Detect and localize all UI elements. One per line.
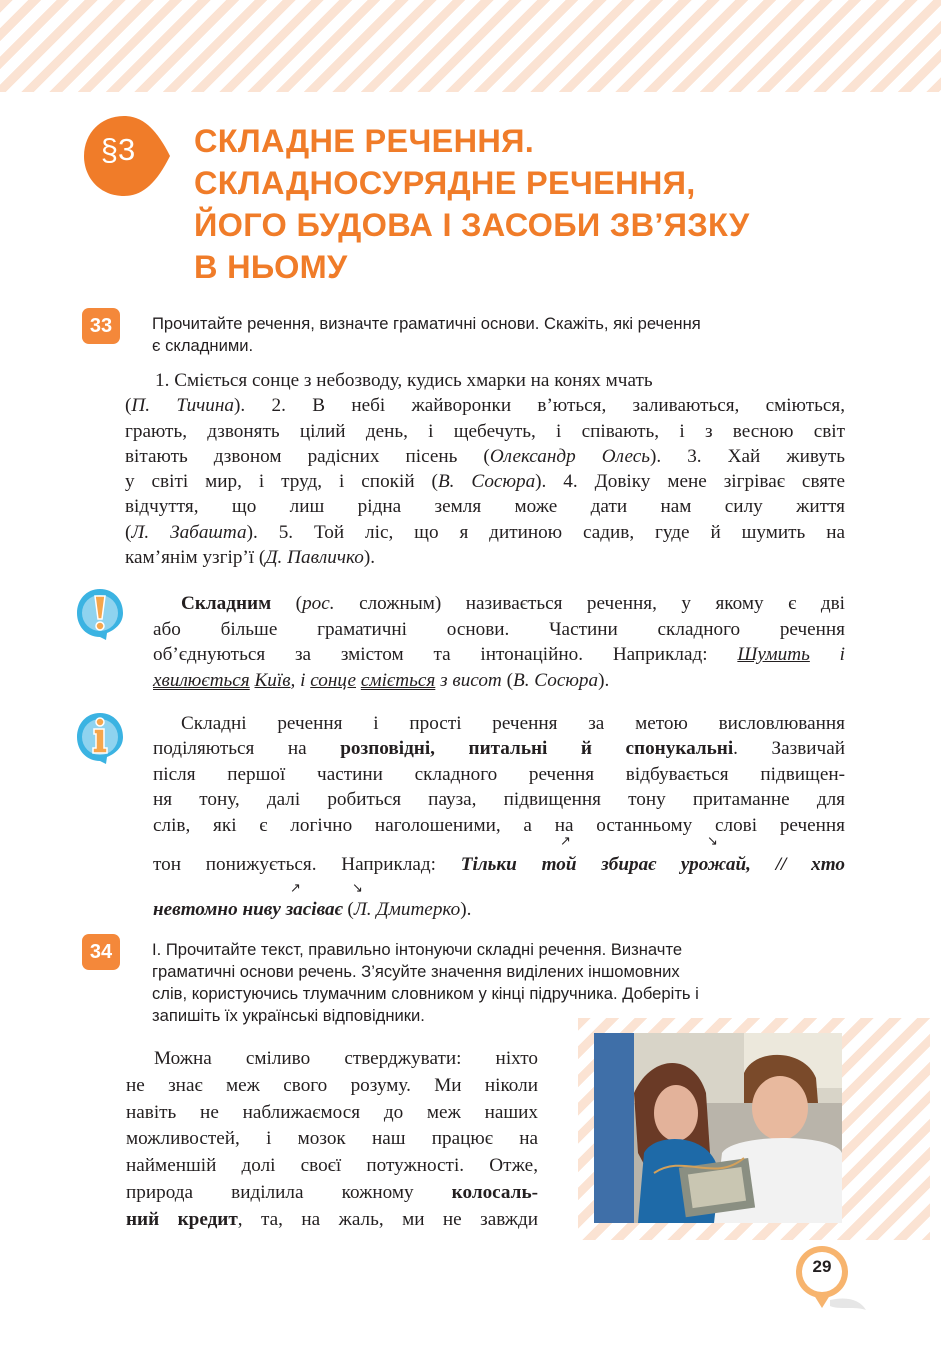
task-line: І. Прочитайте текст, правильно інтонуючи складні речення. Визначте (152, 940, 683, 959)
text-line: кам’янім узгір’ї (Д. Павличко). (125, 547, 376, 569)
exercise-34-task (152, 939, 699, 1027)
text-line: після першої частини складного речення відбувається підвищен- (153, 763, 845, 785)
page-number-drop (790, 1240, 870, 1320)
task-line: граматичні основи речень. З’ясуйте значення виділених іншомовних (152, 962, 680, 981)
text-line: ний кредит, та, на жаль, ми не завжди (126, 1208, 539, 1230)
text-line: природа виділила кожному колосаль- (126, 1181, 538, 1203)
text-line: невтомно ниву засіває (Л. Дмитерко). (153, 899, 472, 920)
section-title-line: В НЬОМУ (194, 249, 348, 285)
text-line: (Л. Забашта). 5. Той ліс, що я дитиною садив, гуде й шумить на (125, 521, 845, 543)
section-title-line: СКЛАДНЕ РЕЧЕННЯ. (194, 123, 535, 159)
author-name: Д. Павличко (265, 547, 364, 569)
text-line: або більше граматичні основи. Частини складного речення (153, 618, 845, 640)
rule-text (153, 591, 845, 693)
text-line: у світі мир, і труд, і спокій (В. Сосюра). 4. Довіку мене зігріває святе (125, 471, 845, 493)
info-example-line (153, 852, 845, 877)
exercise-33-badge: 33 (82, 308, 120, 344)
intonation-arrow-down-icon: ↘ (352, 881, 363, 896)
text-line: Складним (рос. сложным) називається речення, у якому є дві (181, 593, 846, 614)
exercise-33-task (152, 313, 701, 357)
text-line: 1. Сміється сонце з небозводу, кудись хмарки на конях мчать (155, 370, 653, 391)
subject-word: Шумить (737, 644, 810, 665)
term: розповідні, питальні й спонукальні (340, 738, 734, 760)
predicate-word: сміється (360, 669, 436, 691)
text-line: грають, дзвонять цілий день, і щебечуть, і співають, і з весною світ (125, 420, 845, 442)
intonation-arrow-up-icon: ↗ (290, 881, 301, 896)
subject-word: сонце (310, 669, 357, 691)
subject-word: Київ (254, 669, 291, 691)
text-line: найменшій долі своєї потужності. Отже, (126, 1155, 538, 1177)
text-line: вітають дзвоном радісних пісень (Олександр Олесь). 3. Хай живуть (125, 445, 845, 467)
foreign-word: ний кредит (126, 1208, 238, 1230)
author-name: Олександр Олесь (489, 445, 650, 467)
text-line: Можна сміливо стверджувати: ніхто (154, 1048, 538, 1069)
students-photo (594, 1033, 842, 1223)
author-name: Л. Забашта (131, 521, 247, 543)
task-line: запишіть їх українські відповідники. (152, 1006, 425, 1025)
section-title (194, 120, 749, 288)
text-line: слів, які є логічно наголошеними, а на останньому слові речення (153, 814, 845, 836)
section-title-line: ЙОГО БУДОВА І ЗАСОБИ ЗВ’ЯЗКУ (194, 207, 750, 243)
section-title-line: СКЛАДНОСУРЯДНЕ РЕЧЕННЯ, (194, 165, 696, 201)
intonation-arrow-up-icon: ↗ (560, 834, 571, 849)
header-stripe-band (0, 0, 941, 92)
term: Складним (181, 593, 272, 614)
author-name: В. Сосюра (437, 471, 536, 493)
text-line: поділяються на розповідні, питальні й спонукальні. Зазвичай (153, 738, 845, 760)
intonation-arrow-down-icon: ↘ (707, 834, 718, 849)
exercise-34-badge: 34 (82, 934, 120, 970)
exclamation-icon (74, 586, 126, 642)
task-line: Прочитайте речення, визначте граматичні основи. Скажіть, які речення (152, 314, 701, 333)
text-line: Складні речення і прості речення за метою висловлювання (181, 713, 845, 734)
stressed-word: ниву (242, 899, 281, 920)
task-line: слів, користуючись тлумачним словником у кінці підручника. Доберіть і (152, 984, 699, 1003)
author-name: Л. Дмитерко (353, 899, 461, 920)
foreign-word: колосаль- (451, 1181, 538, 1203)
text-line: не знає меж свого розуму. Ми ніколи (126, 1074, 538, 1096)
text-line: навіть не наближаємося до меж наших (126, 1101, 538, 1123)
page-number: 29 (812, 1257, 832, 1276)
text-line: хвилюється Київ, і сонце сміється з висот (В. Сосюра). (153, 669, 610, 691)
text-line: об’єднуються за змістом та інтонаційно. Наприклад: Шумить і (153, 644, 845, 665)
author-name: В. Сосюра (512, 669, 599, 691)
exercise-34-text (126, 1046, 538, 1234)
predicate-word: хвилюється (153, 669, 250, 691)
text-line: відчуття, що лиш рідна земля може дати нам силу життя (125, 496, 845, 518)
task-line: є складними. (152, 336, 254, 355)
exercise-33-text (125, 368, 845, 570)
text-line: тон понижується. Наприклад: Тільки той збирає урожай, // хто (153, 854, 845, 875)
info-example-line (153, 897, 845, 922)
text-line: (П. Тичина). 2. В небі жайворонки в’ються, заливаються, сміються, (125, 395, 845, 417)
author-name: П. Тичина (131, 395, 235, 417)
stressed-word: урожай (680, 854, 747, 875)
info-text (153, 711, 845, 838)
info-icon (74, 710, 126, 766)
stressed-word: той (541, 854, 577, 875)
text-line: ня тону, далі робиться пауза, підвищення тону притаманне для (153, 789, 845, 811)
text-line: можливостей, і мозок наш працює на (126, 1128, 538, 1150)
section-number: §3 (100, 132, 136, 167)
